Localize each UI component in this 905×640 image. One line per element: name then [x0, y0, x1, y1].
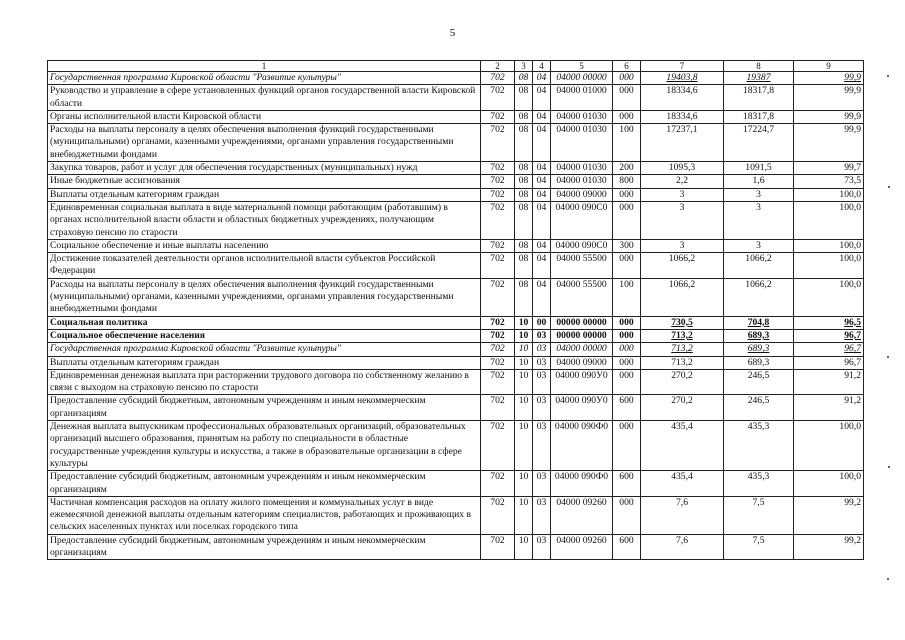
execution-percent-cell: 100,0 [794, 253, 864, 279]
table-row [48, 239, 864, 252]
subsection-code-cell: 03 [533, 421, 551, 471]
row-name-cell: Социальное обеспечение населения [48, 329, 481, 342]
table-row [48, 343, 864, 356]
subsection-code-cell: 04 [533, 72, 551, 85]
expense-type-cell: 000 [613, 72, 641, 85]
subsection-code-cell: 04 [533, 162, 551, 175]
plan-amount-cell: 3 [641, 201, 724, 239]
subsection-code-cell: 03 [533, 471, 551, 497]
table-row [48, 253, 864, 279]
plan-amount-cell: 713,2 [641, 329, 724, 342]
subsection-code-cell: 03 [533, 356, 551, 369]
admin-code-cell: 702 [481, 201, 515, 239]
actual-amount-cell: 689,3 [724, 343, 794, 356]
scan-speck [888, 466, 890, 468]
admin-code-cell: 702 [481, 496, 515, 534]
table-row [48, 72, 864, 85]
target-article-cell: 04000 01030 [551, 110, 613, 123]
expense-type-cell: 800 [613, 175, 641, 188]
table-row [48, 356, 864, 369]
plan-amount-cell: 270,2 [641, 369, 724, 395]
actual-amount-cell: 17224,7 [724, 124, 794, 162]
subsection-code-cell: 04 [533, 85, 551, 111]
target-article-cell: 04000 090С0 [551, 201, 613, 239]
expense-type-cell: 000 [613, 329, 641, 342]
actual-amount-cell: 689,3 [724, 356, 794, 369]
actual-amount-cell: 7,5 [724, 496, 794, 534]
execution-percent-cell: 100,0 [794, 278, 864, 316]
row-name-cell: Единовременная социальная выплата в виде материальной помощи работающим (работавшим) в органах исполнительной власти области и областных бюджетных учреждениях, получающим страховую пенсию по старости [48, 201, 481, 239]
section-code-cell: 08 [515, 201, 533, 239]
column-header: 3 [515, 61, 533, 72]
column-header: 8 [724, 61, 794, 72]
execution-percent-cell: 96,7 [794, 329, 864, 342]
target-article-cell: 04000 01030 [551, 162, 613, 175]
expense-type-cell: 000 [613, 343, 641, 356]
table-row [48, 85, 864, 111]
column-header: 5 [551, 61, 613, 72]
scan-speck [887, 578, 889, 580]
subsection-code-cell: 03 [533, 534, 551, 560]
expense-type-cell: 000 [613, 85, 641, 111]
subsection-code-cell: 04 [533, 201, 551, 239]
scan-speck [887, 356, 889, 358]
target-article-cell: 04000 55500 [551, 253, 613, 279]
admin-code-cell: 702 [481, 329, 515, 342]
section-code-cell: 10 [515, 316, 533, 329]
execution-percent-cell: 96,7 [794, 343, 864, 356]
admin-code-cell: 702 [481, 369, 515, 395]
expense-type-cell: 600 [613, 471, 641, 497]
actual-amount-cell: 246,5 [724, 395, 794, 421]
header-row [48, 61, 864, 72]
execution-percent-cell: 99,9 [794, 110, 864, 123]
row-name-cell: Руководство и управление в сфере установленных функций органов государственной власти Кировской области [48, 85, 481, 111]
row-name-cell: Расходы на выплаты персоналу в целях обеспечения выполнения функций государственными (муниципальными) органами, казенными учреждениями, органами управления государственными внебюджетными фондами [48, 278, 481, 316]
actual-amount-cell: 3 [724, 188, 794, 201]
expense-type-cell: 000 [613, 253, 641, 279]
scan-speck [887, 75, 889, 77]
target-article-cell: 04000 090С0 [551, 239, 613, 252]
table-row [48, 471, 864, 497]
target-article-cell: 04000 01030 [551, 124, 613, 162]
actual-amount-cell: 3 [724, 239, 794, 252]
table-row [48, 329, 864, 342]
row-name-cell: Органы исполнительной власти Кировской области [48, 110, 481, 123]
plan-amount-cell: 1066,2 [641, 253, 724, 279]
target-article-cell: 04000 00000 [551, 343, 613, 356]
expense-type-cell: 600 [613, 395, 641, 421]
section-code-cell: 10 [515, 421, 533, 471]
admin-code-cell: 702 [481, 162, 515, 175]
target-article-cell: 04000 090Ф0 [551, 421, 613, 471]
admin-code-cell: 702 [481, 239, 515, 252]
admin-code-cell: 702 [481, 253, 515, 279]
execution-percent-cell: 100,0 [794, 201, 864, 239]
plan-amount-cell: 18334,6 [641, 110, 724, 123]
actual-amount-cell: 18317,8 [724, 110, 794, 123]
section-code-cell: 08 [515, 188, 533, 201]
row-name-cell: Выплаты отдельным категориям граждан [48, 356, 481, 369]
plan-amount-cell: 1066,2 [641, 278, 724, 316]
subsection-code-cell: 03 [533, 496, 551, 534]
table-row [48, 162, 864, 175]
column-header: 7 [641, 61, 724, 72]
table-row [48, 110, 864, 123]
subsection-code-cell: 04 [533, 278, 551, 316]
admin-code-cell: 702 [481, 110, 515, 123]
section-code-cell: 10 [515, 496, 533, 534]
target-article-cell: 04000 01000 [551, 85, 613, 111]
admin-code-cell: 702 [481, 278, 515, 316]
plan-amount-cell: 435,4 [641, 421, 724, 471]
plan-amount-cell: 713,2 [641, 356, 724, 369]
execution-percent-cell: 100,0 [794, 471, 864, 497]
row-name-cell: Достижение показателей деятельности органов исполнительной власти субъектов Российской Федерации [48, 253, 481, 279]
actual-amount-cell: 435,3 [724, 471, 794, 497]
row-name-cell: Социальное обеспечение и иные выплаты населению [48, 239, 481, 252]
expense-type-cell: 600 [613, 534, 641, 560]
section-code-cell: 08 [515, 278, 533, 316]
section-code-cell: 08 [515, 162, 533, 175]
subsection-code-cell: 04 [533, 110, 551, 123]
table-row [48, 421, 864, 471]
section-code-cell: 10 [515, 471, 533, 497]
row-name-cell: Государственная программа Кировской области "Развитие культуры" [48, 343, 481, 356]
section-code-cell: 10 [515, 356, 533, 369]
column-header: 4 [533, 61, 551, 72]
section-code-cell: 10 [515, 534, 533, 560]
target-article-cell: 04000 090У0 [551, 369, 613, 395]
expense-type-cell: 200 [613, 162, 641, 175]
subsection-code-cell: 03 [533, 329, 551, 342]
target-article-cell: 04000 09260 [551, 496, 613, 534]
actual-amount-cell: 1091,5 [724, 162, 794, 175]
target-article-cell: 04000 55500 [551, 278, 613, 316]
execution-percent-cell: 100,0 [794, 421, 864, 471]
execution-percent-cell: 96,7 [794, 356, 864, 369]
section-code-cell: 08 [515, 72, 533, 85]
table-row [48, 124, 864, 162]
expense-type-cell: 000 [613, 496, 641, 534]
execution-percent-cell: 99,2 [794, 496, 864, 534]
plan-amount-cell: 3 [641, 188, 724, 201]
section-code-cell: 10 [515, 369, 533, 395]
plan-amount-cell: 713,2 [641, 343, 724, 356]
budget-table [47, 60, 864, 560]
plan-amount-cell: 2,2 [641, 175, 724, 188]
execution-percent-cell: 99,9 [794, 124, 864, 162]
subsection-code-cell: 03 [533, 343, 551, 356]
table-row [48, 395, 864, 421]
execution-percent-cell: 100,0 [794, 239, 864, 252]
expense-type-cell: 100 [613, 124, 641, 162]
plan-amount-cell: 435,4 [641, 471, 724, 497]
subsection-code-cell: 04 [533, 124, 551, 162]
execution-percent-cell: 100,0 [794, 188, 864, 201]
admin-code-cell: 702 [481, 356, 515, 369]
execution-percent-cell: 96,5 [794, 316, 864, 329]
subsection-code-cell: 03 [533, 369, 551, 395]
subsection-code-cell: 04 [533, 175, 551, 188]
admin-code-cell: 702 [481, 85, 515, 111]
expense-type-cell: 000 [613, 316, 641, 329]
actual-amount-cell: 689,3 [724, 329, 794, 342]
target-article-cell: 04000 01030 [551, 175, 613, 188]
plan-amount-cell: 7,6 [641, 496, 724, 534]
actual-amount-cell: 18317,8 [724, 85, 794, 111]
column-header: 2 [481, 61, 515, 72]
admin-code-cell: 702 [481, 421, 515, 471]
admin-code-cell: 702 [481, 534, 515, 560]
actual-amount-cell: 704,8 [724, 316, 794, 329]
row-name-cell: Закупка товаров, работ и услуг для обеспечения государственных (муниципальных) нужд [48, 162, 481, 175]
execution-percent-cell: 73,5 [794, 175, 864, 188]
admin-code-cell: 702 [481, 343, 515, 356]
admin-code-cell: 702 [481, 316, 515, 329]
table-row [48, 188, 864, 201]
column-header: 9 [794, 61, 864, 72]
expense-type-cell: 300 [613, 239, 641, 252]
actual-amount-cell: 1066,2 [724, 278, 794, 316]
section-code-cell: 10 [515, 329, 533, 342]
plan-amount-cell: 1095,3 [641, 162, 724, 175]
target-article-cell: 04000 09260 [551, 534, 613, 560]
expense-type-cell: 000 [613, 188, 641, 201]
row-name-cell: Единовременная денежная выплата при расторжении трудового договора по собственному желанию в связи с выходом на страховую пенсию по старости [48, 369, 481, 395]
target-article-cell: 04000 09000 [551, 356, 613, 369]
admin-code-cell: 702 [481, 395, 515, 421]
table-row [48, 496, 864, 534]
execution-percent-cell: 99,9 [794, 85, 864, 111]
actual-amount-cell: 246,5 [724, 369, 794, 395]
subsection-code-cell: 00 [533, 316, 551, 329]
subsection-code-cell: 04 [533, 253, 551, 279]
admin-code-cell: 702 [481, 124, 515, 162]
expense-type-cell: 000 [613, 110, 641, 123]
section-code-cell: 08 [515, 239, 533, 252]
row-name-cell: Государственная программа Кировской области "Развитие культуры" [48, 72, 481, 85]
expense-type-cell: 000 [613, 356, 641, 369]
table-row [48, 316, 864, 329]
table-row [48, 175, 864, 188]
plan-amount-cell: 270,2 [641, 395, 724, 421]
table-row [48, 369, 864, 395]
execution-percent-cell: 99,9 [794, 72, 864, 85]
row-name-cell: Расходы на выплаты персоналу в целях обеспечения выполнения функций государственными (муниципальными) органами, казенными учреждениями, органами управления государственными внебюджетными фондами [48, 124, 481, 162]
target-article-cell: 04000 09000 [551, 188, 613, 201]
column-header: 1 [48, 61, 481, 72]
scan-speck [888, 186, 890, 188]
plan-amount-cell: 19403,8 [641, 72, 724, 85]
subsection-code-cell: 03 [533, 395, 551, 421]
column-header: 6 [613, 61, 641, 72]
table-row [48, 534, 864, 560]
execution-percent-cell: 99,2 [794, 534, 864, 560]
execution-percent-cell: 91,2 [794, 369, 864, 395]
section-code-cell: 08 [515, 124, 533, 162]
row-name-cell: Предоставление субсидий бюджетным, автономным учреждениям и иным некоммерческим организациям [48, 395, 481, 421]
execution-percent-cell: 91,2 [794, 395, 864, 421]
section-code-cell: 10 [515, 343, 533, 356]
target-article-cell: 00000 00000 [551, 329, 613, 342]
actual-amount-cell: 1066,2 [724, 253, 794, 279]
expense-type-cell: 000 [613, 201, 641, 239]
plan-amount-cell: 7,6 [641, 534, 724, 560]
actual-amount-cell: 19387 [724, 72, 794, 85]
row-name-cell: Иные бюджетные ассигнования [48, 175, 481, 188]
section-code-cell: 10 [515, 395, 533, 421]
row-name-cell: Денежная выплата выпускникам профессиональных образовательных организаций, образовательных организаций высшего образования, принятым на работу по специальности в областные государственные учреждения культуры и искусства, а также в образовательные организации в сфере культуры [48, 421, 481, 471]
plan-amount-cell: 3 [641, 239, 724, 252]
row-name-cell: Предоставление субсидий бюджетным, автономным учреждениям и иным некоммерческим организациям [48, 534, 481, 560]
row-name-cell: Предоставление субсидий бюджетным, автономным учреждениям и иным некоммерческим организациям [48, 471, 481, 497]
table-row [48, 201, 864, 239]
section-code-cell: 08 [515, 110, 533, 123]
table-row [48, 278, 864, 316]
actual-amount-cell: 1,6 [724, 175, 794, 188]
admin-code-cell: 702 [481, 471, 515, 497]
target-article-cell: 00000 00000 [551, 316, 613, 329]
admin-code-cell: 702 [481, 175, 515, 188]
subsection-code-cell: 04 [533, 188, 551, 201]
plan-amount-cell: 18334,6 [641, 85, 724, 111]
section-code-cell: 08 [515, 175, 533, 188]
admin-code-cell: 702 [481, 188, 515, 201]
target-article-cell: 04000 00000 [551, 72, 613, 85]
plan-amount-cell: 17237,1 [641, 124, 724, 162]
subsection-code-cell: 04 [533, 239, 551, 252]
actual-amount-cell: 435,3 [724, 421, 794, 471]
row-name-cell: Выплаты отдельным категориям граждан [48, 188, 481, 201]
section-code-cell: 08 [515, 85, 533, 111]
row-name-cell: Социальная политика [48, 316, 481, 329]
admin-code-cell: 702 [481, 72, 515, 85]
actual-amount-cell: 7,5 [724, 534, 794, 560]
page-number: 5 [449, 27, 456, 39]
plan-amount-cell: 730,5 [641, 316, 724, 329]
target-article-cell: 04000 090У0 [551, 395, 613, 421]
expense-type-cell: 000 [613, 369, 641, 395]
expense-type-cell: 000 [613, 421, 641, 471]
actual-amount-cell: 3 [724, 201, 794, 239]
expense-type-cell: 100 [613, 278, 641, 316]
row-name-cell: Частичная компенсация расходов на оплату жилого помещения и коммунальных услуг в виде ежемесячной денежной выплаты отдельным категориям специалистов, работающих и проживающих в сельских населенных пунктах или поселках городского типа [48, 496, 481, 534]
execution-percent-cell: 99,7 [794, 162, 864, 175]
target-article-cell: 04000 090Ф0 [551, 471, 613, 497]
section-code-cell: 08 [515, 253, 533, 279]
